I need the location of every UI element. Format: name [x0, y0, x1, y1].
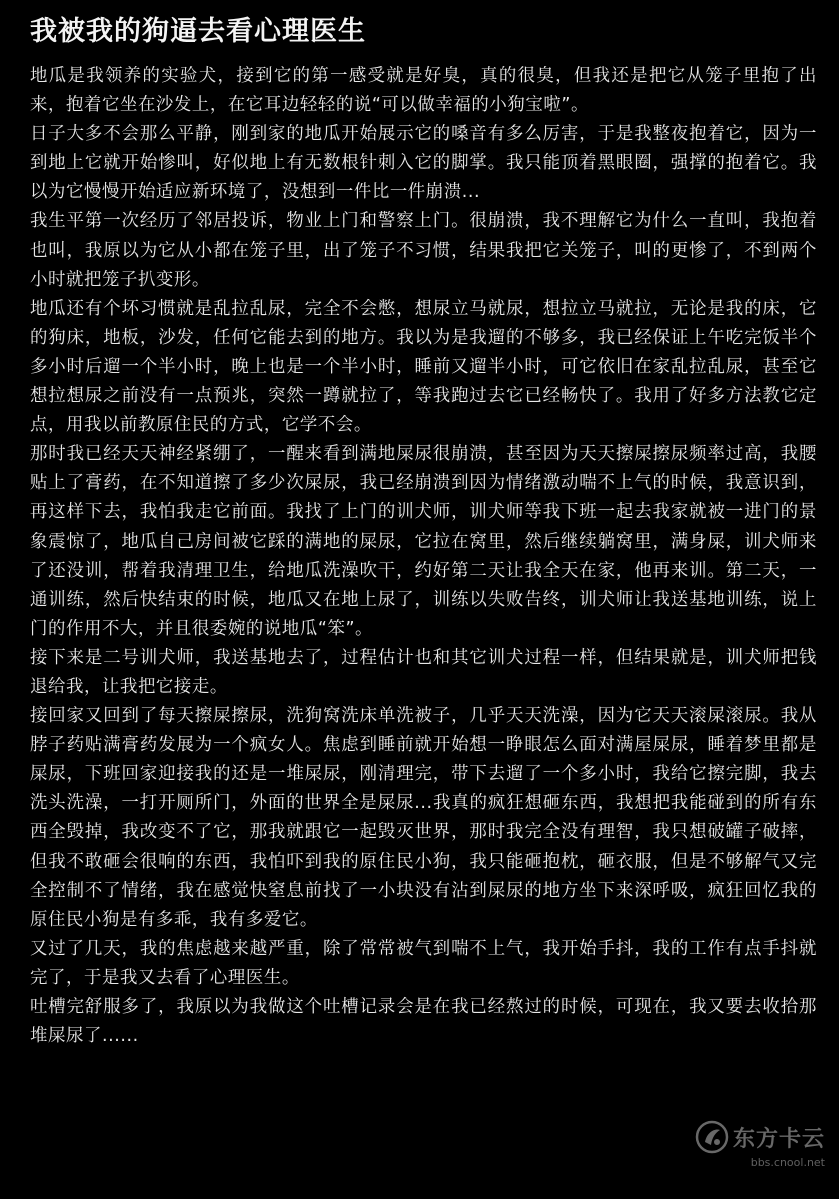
paragraph: 接下来是二号训犬师，我送基地去了，过程估计也和其它训犬过程一样，但结果就是，训犬师把钱退给我，让我把它接走。	[30, 647, 817, 697]
paragraph: 我生平第一次经历了邻居投诉，物业上门和警察上门。很崩溃，我不理解它为什么一直叫，我抱着也叫，我原以为它从小都在笼子里，出了笼子不习惯，结果我把它关笼子，叫的更惨了，不到两个小时就把笼子扒变形。	[30, 211, 817, 290]
site-watermark	[695, 1120, 825, 1169]
post-body	[30, 62, 817, 1051]
paragraph: 地瓜还有个坏习惯就是乱拉乱尿，完全不会憋，想尿立马就尿，想拉立马就拉，无论是我的床，它的狗床，地板，沙发，任何它能去到的地方。我以为是我遛的不够多，我已经保证上午吃完饭半个多小时后遛一个半小时，晚上也是一个半小时，睡前又遛半小时，可它依旧在家乱拉乱尿，甚至它想拉想尿之前没有一点预兆，突然一蹲就拉了，等我跑过去它已经畅快了。我用了好多方法教它定点，用我以前教原住民的方式，它学不会。	[30, 298, 817, 436]
watermark-brand: 东方卡云	[732, 1126, 825, 1152]
watermark-url: bbs.cnool.net	[750, 1156, 825, 1169]
paragraph: 接回家又回到了每天擦屎擦尿，洗狗窝洗床单洗被子，几乎天天洗澡，因为它天天滚屎滚尿。我从脖子药贴满膏药发展为一个疯女人。焦虑到睡前就开始想一睁眼怎么面对满屋屎尿，睡着梦里都是屎尿，下班回家迎接我的还是一堆屎尿，刚清理完，带下去遛了一个多小时，我给它擦完脚，我去洗头洗澡，一打开厕所门，外面的世界全是屎尿...我真的疯狂想砸东西，我想把我能碰到的所有东西全毁掉，我改变不了它，那我就跟它一起毁灭世界，那时我完全没有理智，我只想破罐子破摔，但我不敢砸会很响的东西，我怕吓到我的原住民小狗，我只能砸抱枕，砸衣服，但是不够解气又完全控制不了情绪，我在感觉快窒息前找了一小块没有沾到屎尿的地方坐下来深呼吸，疯狂回忆我的原住民小狗是有多乖，我有多爱它。	[30, 706, 817, 930]
paragraph: 日子大多不会那么平静，刚到家的地瓜开始展示它的嗓音有多么厉害，于是我整夜抱着它，因为一到地上它就开始惨叫，好似地上有无数根针刺入它的脚掌。我只能顶着黑眼圈，强撑的抱着它。我以为它慢慢开始适应新环境了，没想到一件比一件崩溃...	[30, 124, 817, 203]
paragraph: 又过了几天，我的焦虑越来越严重，除了常常被气到喘不上气，我开始手抖，我的工作有点手抖就完了，于是我又去看了心理医生。	[30, 938, 817, 988]
paragraph: 吐槽完舒服多了，我原以为我做这个吐槽记录会是在我已经熬过的时候，可现在，我又要去收拾那堆屎尿了......	[30, 997, 817, 1047]
post-title: 我被我的狗逼去看心理医生	[30, 16, 366, 47]
site-logo-icon	[695, 1120, 729, 1154]
paragraph: 地瓜是我领养的实验犬，接到它的第一感受就是好臭，真的很臭，但我还是把它从笼子里抱了出来，抱着它坐在沙发上，在它耳边轻轻的说“可以做幸福的小狗宝啦”。	[30, 66, 817, 116]
watermark-brand-row	[695, 1120, 825, 1154]
paragraph: 那时我已经天天神经紧绷了，一醒来看到满地屎尿很崩溃，甚至因为天天擦屎擦尿频率过高，我腰贴上了膏药，在不知道擦了多少次屎尿，我已经崩溃到因为情绪激动喘不上气的时候，我意识到，再这样下去，我怕我走它前面。我找了上门的训犬师，训犬师等我下班一起去我家就被一进门的景象震惊了，地瓜自己房间被它踩的满地的屎尿，它拉在窝里，然后继续躺窝里，满身屎，训犬师来了还没训，帮着我清理卫生，给地瓜洗澡吹干，约好第二天让我全天在家，他再来训。第二天，一通训练，然后快结束的时候，地瓜又在地上尿了，训练以失败告终，训犬师让我送基地训练，说上门的作用不大，并且很委婉的说地瓜“笨”。	[30, 444, 817, 639]
